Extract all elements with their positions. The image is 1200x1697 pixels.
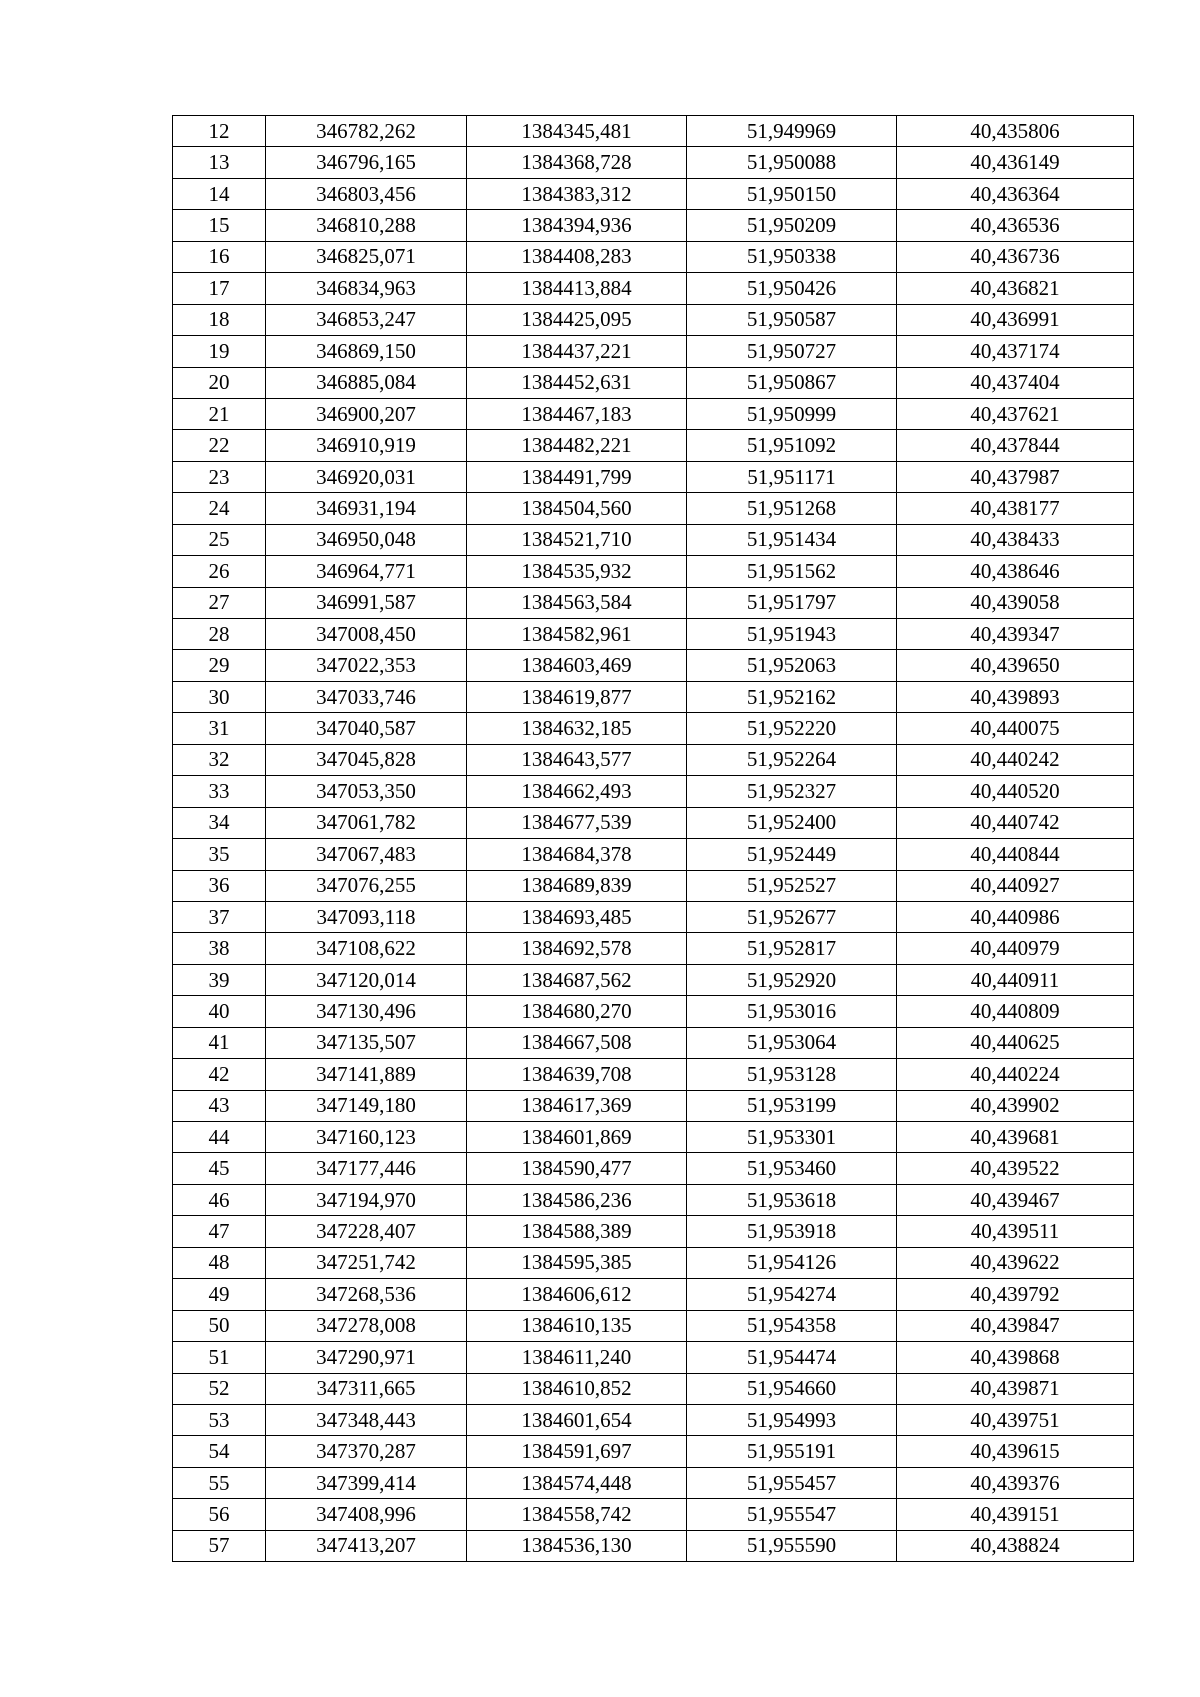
table-row [173,1467,1134,1498]
y-coordinate-cell: 1384606,612 [467,1279,687,1310]
point-number-cell: 45 [173,1153,266,1184]
longitude-cell: 40,437844 [897,430,1134,461]
table-row [173,1216,1134,1247]
table-row [173,461,1134,492]
table-row [173,273,1134,304]
table-row [173,1530,1134,1561]
y-coordinate-cell: 1384586,236 [467,1184,687,1215]
table-row [173,524,1134,555]
y-coordinate-cell: 1384689,839 [467,870,687,901]
latitude-cell: 51,952677 [687,901,897,932]
longitude-cell: 40,440979 [897,933,1134,964]
latitude-cell: 51,953128 [687,1059,897,1090]
latitude-cell: 51,950088 [687,147,897,178]
x-coordinate-cell: 347251,742 [266,1247,467,1278]
table-row [173,744,1134,775]
latitude-cell: 51,951562 [687,556,897,587]
x-coordinate-cell: 346796,165 [266,147,467,178]
y-coordinate-cell: 1384684,378 [467,839,687,870]
x-coordinate-cell: 346834,963 [266,273,467,304]
table-row [173,1279,1134,1310]
y-coordinate-cell: 1384595,385 [467,1247,687,1278]
x-coordinate-cell: 347061,782 [266,807,467,838]
y-coordinate-cell: 1384643,577 [467,744,687,775]
longitude-cell: 40,439376 [897,1467,1134,1498]
longitude-cell: 40,440075 [897,713,1134,744]
point-number-cell: 12 [173,116,266,147]
x-coordinate-cell: 347160,123 [266,1122,467,1153]
point-number-cell: 39 [173,964,266,995]
latitude-cell: 51,950338 [687,241,897,272]
y-coordinate-cell: 1384591,697 [467,1436,687,1467]
x-coordinate-cell: 347033,746 [266,681,467,712]
x-coordinate-cell: 346931,194 [266,493,467,524]
table-row [173,587,1134,618]
table-row [173,1184,1134,1215]
latitude-cell: 51,954126 [687,1247,897,1278]
table-row [173,870,1134,901]
table-row [173,430,1134,461]
longitude-cell: 40,439467 [897,1184,1134,1215]
longitude-cell: 40,436736 [897,241,1134,272]
latitude-cell: 51,954274 [687,1279,897,1310]
table-row [173,933,1134,964]
y-coordinate-cell: 1384693,485 [467,901,687,932]
y-coordinate-cell: 1384588,389 [467,1216,687,1247]
latitude-cell: 51,954358 [687,1310,897,1341]
latitude-cell: 51,951434 [687,524,897,555]
x-coordinate-cell: 347053,350 [266,776,467,807]
latitude-cell: 51,955457 [687,1467,897,1498]
table-row [173,807,1134,838]
point-number-cell: 31 [173,713,266,744]
x-coordinate-cell: 347067,483 [266,839,467,870]
point-number-cell: 27 [173,587,266,618]
longitude-cell: 40,436821 [897,273,1134,304]
point-number-cell: 42 [173,1059,266,1090]
y-coordinate-cell: 1384558,742 [467,1499,687,1530]
latitude-cell: 51,951268 [687,493,897,524]
latitude-cell: 51,952920 [687,964,897,995]
longitude-cell: 40,440927 [897,870,1134,901]
table-row [173,619,1134,650]
latitude-cell: 51,950727 [687,336,897,367]
coordinates-table-body [173,116,1134,1562]
latitude-cell: 51,952817 [687,933,897,964]
latitude-cell: 51,954993 [687,1404,897,1435]
y-coordinate-cell: 1384563,584 [467,587,687,618]
point-number-cell: 18 [173,304,266,335]
y-coordinate-cell: 1384662,493 [467,776,687,807]
latitude-cell: 51,950150 [687,178,897,209]
x-coordinate-cell: 347149,180 [266,1090,467,1121]
longitude-cell: 40,438433 [897,524,1134,555]
longitude-cell: 40,437621 [897,398,1134,429]
latitude-cell: 51,953064 [687,1027,897,1058]
coordinates-table [172,115,1134,1562]
point-number-cell: 33 [173,776,266,807]
table-row [173,210,1134,241]
point-number-cell: 16 [173,241,266,272]
longitude-cell: 40,436991 [897,304,1134,335]
point-number-cell: 44 [173,1122,266,1153]
point-number-cell: 34 [173,807,266,838]
longitude-cell: 40,437174 [897,336,1134,367]
y-coordinate-cell: 1384632,185 [467,713,687,744]
x-coordinate-cell: 346991,587 [266,587,467,618]
y-coordinate-cell: 1384425,095 [467,304,687,335]
point-number-cell: 26 [173,556,266,587]
latitude-cell: 51,952264 [687,744,897,775]
point-number-cell: 32 [173,744,266,775]
x-coordinate-cell: 347008,450 [266,619,467,650]
longitude-cell: 40,440911 [897,964,1134,995]
latitude-cell: 51,952449 [687,839,897,870]
point-number-cell: 53 [173,1404,266,1435]
latitude-cell: 51,953618 [687,1184,897,1215]
y-coordinate-cell: 1384603,469 [467,650,687,681]
longitude-cell: 40,440224 [897,1059,1134,1090]
table-row [173,367,1134,398]
latitude-cell: 51,954474 [687,1342,897,1373]
y-coordinate-cell: 1384482,221 [467,430,687,461]
x-coordinate-cell: 346853,247 [266,304,467,335]
point-number-cell: 15 [173,210,266,241]
latitude-cell: 51,953460 [687,1153,897,1184]
x-coordinate-cell: 347348,443 [266,1404,467,1435]
point-number-cell: 24 [173,493,266,524]
latitude-cell: 51,953016 [687,996,897,1027]
table-row [173,178,1134,209]
point-number-cell: 52 [173,1373,266,1404]
y-coordinate-cell: 1384452,631 [467,367,687,398]
y-coordinate-cell: 1384394,936 [467,210,687,241]
x-coordinate-cell: 346900,207 [266,398,467,429]
y-coordinate-cell: 1384610,135 [467,1310,687,1341]
y-coordinate-cell: 1384368,728 [467,147,687,178]
x-coordinate-cell: 347076,255 [266,870,467,901]
latitude-cell: 51,951092 [687,430,897,461]
x-coordinate-cell: 346782,262 [266,116,467,147]
point-number-cell: 48 [173,1247,266,1278]
longitude-cell: 40,439893 [897,681,1134,712]
point-number-cell: 29 [173,650,266,681]
longitude-cell: 40,439058 [897,587,1134,618]
point-number-cell: 36 [173,870,266,901]
y-coordinate-cell: 1384617,369 [467,1090,687,1121]
table-row [173,681,1134,712]
y-coordinate-cell: 1384590,477 [467,1153,687,1184]
y-coordinate-cell: 1384504,560 [467,493,687,524]
longitude-cell: 40,437987 [897,461,1134,492]
y-coordinate-cell: 1384677,539 [467,807,687,838]
longitude-cell: 40,438824 [897,1530,1134,1561]
y-coordinate-cell: 1384667,508 [467,1027,687,1058]
table-row [173,1342,1134,1373]
table-row [173,1404,1134,1435]
longitude-cell: 40,439871 [897,1373,1134,1404]
table-row [173,1059,1134,1090]
longitude-cell: 40,436364 [897,178,1134,209]
x-coordinate-cell: 347278,008 [266,1310,467,1341]
y-coordinate-cell: 1384408,283 [467,241,687,272]
y-coordinate-cell: 1384437,221 [467,336,687,367]
table-row [173,556,1134,587]
table-row [173,1153,1134,1184]
table-row [173,713,1134,744]
latitude-cell: 51,949969 [687,116,897,147]
latitude-cell: 51,950867 [687,367,897,398]
longitude-cell: 40,439622 [897,1247,1134,1278]
table-row [173,241,1134,272]
point-number-cell: 51 [173,1342,266,1373]
x-coordinate-cell: 347120,014 [266,964,467,995]
latitude-cell: 51,950209 [687,210,897,241]
latitude-cell: 51,952220 [687,713,897,744]
table-row [173,650,1134,681]
point-number-cell: 28 [173,619,266,650]
longitude-cell: 40,439347 [897,619,1134,650]
point-number-cell: 47 [173,1216,266,1247]
latitude-cell: 51,954660 [687,1373,897,1404]
x-coordinate-cell: 347093,118 [266,901,467,932]
point-number-cell: 37 [173,901,266,932]
longitude-cell: 40,436149 [897,147,1134,178]
x-coordinate-cell: 347408,996 [266,1499,467,1530]
point-number-cell: 38 [173,933,266,964]
longitude-cell: 40,439151 [897,1499,1134,1530]
latitude-cell: 51,951943 [687,619,897,650]
point-number-cell: 55 [173,1467,266,1498]
x-coordinate-cell: 346825,071 [266,241,467,272]
latitude-cell: 51,950587 [687,304,897,335]
longitude-cell: 40,437404 [897,367,1134,398]
y-coordinate-cell: 1384467,183 [467,398,687,429]
x-coordinate-cell: 347370,287 [266,1436,467,1467]
x-coordinate-cell: 347141,889 [266,1059,467,1090]
longitude-cell: 40,440520 [897,776,1134,807]
table-row [173,1090,1134,1121]
table-row [173,996,1134,1027]
y-coordinate-cell: 1384521,710 [467,524,687,555]
table-row [173,1027,1134,1058]
latitude-cell: 51,951797 [687,587,897,618]
y-coordinate-cell: 1384610,852 [467,1373,687,1404]
latitude-cell: 51,952327 [687,776,897,807]
point-number-cell: 43 [173,1090,266,1121]
table-row [173,1499,1134,1530]
point-number-cell: 25 [173,524,266,555]
y-coordinate-cell: 1384383,312 [467,178,687,209]
x-coordinate-cell: 347022,353 [266,650,467,681]
table-row [173,116,1134,147]
latitude-cell: 51,950426 [687,273,897,304]
x-coordinate-cell: 347268,536 [266,1279,467,1310]
longitude-cell: 40,439681 [897,1122,1134,1153]
point-number-cell: 21 [173,398,266,429]
longitude-cell: 40,440844 [897,839,1134,870]
point-number-cell: 30 [173,681,266,712]
x-coordinate-cell: 347135,507 [266,1027,467,1058]
latitude-cell: 51,952400 [687,807,897,838]
point-number-cell: 20 [173,367,266,398]
x-coordinate-cell: 346920,031 [266,461,467,492]
point-number-cell: 46 [173,1184,266,1215]
latitude-cell: 51,953199 [687,1090,897,1121]
x-coordinate-cell: 346869,150 [266,336,467,367]
point-number-cell: 23 [173,461,266,492]
longitude-cell: 40,435806 [897,116,1134,147]
latitude-cell: 51,953918 [687,1216,897,1247]
longitude-cell: 40,440625 [897,1027,1134,1058]
longitude-cell: 40,439792 [897,1279,1134,1310]
x-coordinate-cell: 346964,771 [266,556,467,587]
point-number-cell: 22 [173,430,266,461]
x-coordinate-cell: 347130,496 [266,996,467,1027]
table-row [173,304,1134,335]
y-coordinate-cell: 1384680,270 [467,996,687,1027]
y-coordinate-cell: 1384491,799 [467,461,687,492]
x-coordinate-cell: 347413,207 [266,1530,467,1561]
y-coordinate-cell: 1384601,654 [467,1404,687,1435]
longitude-cell: 40,439615 [897,1436,1134,1467]
longitude-cell: 40,438177 [897,493,1134,524]
longitude-cell: 40,440986 [897,901,1134,932]
latitude-cell: 51,952063 [687,650,897,681]
latitude-cell: 51,955547 [687,1499,897,1530]
x-coordinate-cell: 347290,971 [266,1342,467,1373]
longitude-cell: 40,436536 [897,210,1134,241]
longitude-cell: 40,439511 [897,1216,1134,1247]
y-coordinate-cell: 1384639,708 [467,1059,687,1090]
longitude-cell: 40,438646 [897,556,1134,587]
x-coordinate-cell: 347108,622 [266,933,467,964]
x-coordinate-cell: 346803,456 [266,178,467,209]
point-number-cell: 40 [173,996,266,1027]
table-row [173,839,1134,870]
longitude-cell: 40,439847 [897,1310,1134,1341]
y-coordinate-cell: 1384536,130 [467,1530,687,1561]
y-coordinate-cell: 1384611,240 [467,1342,687,1373]
point-number-cell: 54 [173,1436,266,1467]
point-number-cell: 17 [173,273,266,304]
x-coordinate-cell: 347040,587 [266,713,467,744]
longitude-cell: 40,440242 [897,744,1134,775]
latitude-cell: 51,955590 [687,1530,897,1561]
longitude-cell: 40,439868 [897,1342,1134,1373]
x-coordinate-cell: 347228,407 [266,1216,467,1247]
table-row [173,1122,1134,1153]
point-number-cell: 56 [173,1499,266,1530]
table-row [173,1373,1134,1404]
point-number-cell: 57 [173,1530,266,1561]
latitude-cell: 51,952527 [687,870,897,901]
x-coordinate-cell: 347311,665 [266,1373,467,1404]
table-row [173,398,1134,429]
x-coordinate-cell: 346810,288 [266,210,467,241]
latitude-cell: 51,953301 [687,1122,897,1153]
point-number-cell: 41 [173,1027,266,1058]
latitude-cell: 51,951171 [687,461,897,492]
table-row [173,1436,1134,1467]
x-coordinate-cell: 346885,084 [266,367,467,398]
point-number-cell: 49 [173,1279,266,1310]
point-number-cell: 13 [173,147,266,178]
table-row [173,493,1134,524]
longitude-cell: 40,439650 [897,650,1134,681]
x-coordinate-cell: 347045,828 [266,744,467,775]
y-coordinate-cell: 1384574,448 [467,1467,687,1498]
x-coordinate-cell: 347194,970 [266,1184,467,1215]
table-row [173,336,1134,367]
longitude-cell: 40,439751 [897,1404,1134,1435]
longitude-cell: 40,439902 [897,1090,1134,1121]
y-coordinate-cell: 1384582,961 [467,619,687,650]
longitude-cell: 40,439522 [897,1153,1134,1184]
table-row [173,901,1134,932]
table-row [173,1247,1134,1278]
longitude-cell: 40,440742 [897,807,1134,838]
latitude-cell: 51,950999 [687,398,897,429]
table-row [173,964,1134,995]
x-coordinate-cell: 347177,446 [266,1153,467,1184]
y-coordinate-cell: 1384601,869 [467,1122,687,1153]
x-coordinate-cell: 347399,414 [266,1467,467,1498]
point-number-cell: 50 [173,1310,266,1341]
latitude-cell: 51,952162 [687,681,897,712]
latitude-cell: 51,955191 [687,1436,897,1467]
y-coordinate-cell: 1384345,481 [467,116,687,147]
point-number-cell: 19 [173,336,266,367]
point-number-cell: 35 [173,839,266,870]
x-coordinate-cell: 346950,048 [266,524,467,555]
table-row [173,1310,1134,1341]
y-coordinate-cell: 1384413,884 [467,273,687,304]
y-coordinate-cell: 1384619,877 [467,681,687,712]
point-number-cell: 14 [173,178,266,209]
longitude-cell: 40,440809 [897,996,1134,1027]
table-row [173,776,1134,807]
y-coordinate-cell: 1384692,578 [467,933,687,964]
y-coordinate-cell: 1384535,932 [467,556,687,587]
y-coordinate-cell: 1384687,562 [467,964,687,995]
x-coordinate-cell: 346910,919 [266,430,467,461]
table-row [173,147,1134,178]
